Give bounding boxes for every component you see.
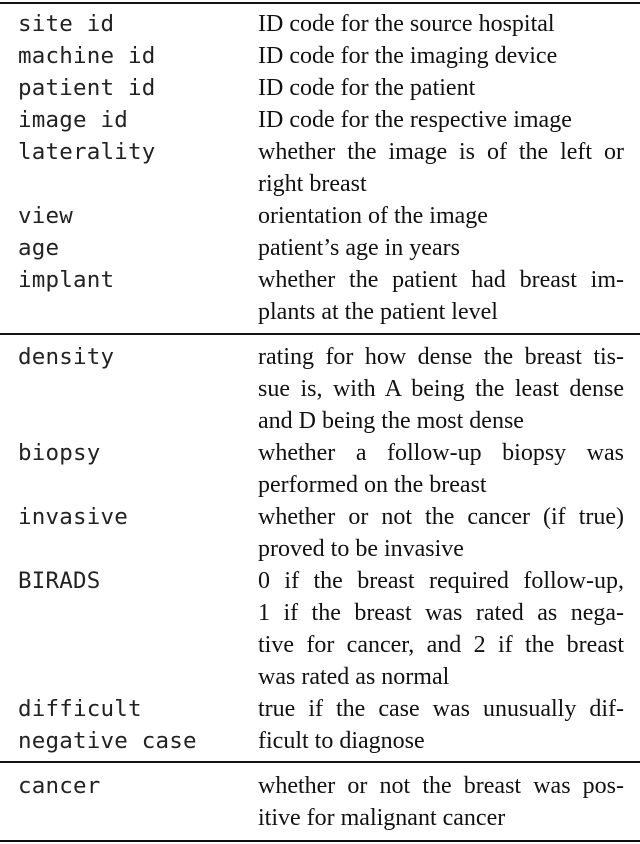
field-description — [258, 770, 624, 834]
field-name: difficult negative case — [18, 696, 197, 754]
description-line: ID code for the patient — [258, 75, 476, 101]
description-line: ID code for the source hospital — [258, 11, 555, 37]
description-line: orientation of the image — [258, 203, 488, 229]
field-name: implant — [18, 267, 115, 293]
field-description — [258, 501, 624, 565]
field-description — [258, 693, 624, 757]
description-line: rating for how dense the breast tis- — [258, 344, 624, 370]
description-line: performed on the breast — [258, 472, 487, 498]
field-description — [258, 232, 624, 264]
field-name: age — [18, 235, 60, 261]
description-line: whether the patient had breast im- — [258, 267, 624, 293]
field-name: machine id — [18, 43, 156, 69]
field-name: image id — [18, 107, 128, 133]
table-rule — [0, 840, 640, 842]
description-line: whether or not the breast was pos- — [258, 773, 624, 799]
field-description — [258, 264, 624, 328]
description-line: itive for malignant cancer — [258, 805, 506, 831]
description-line: sue is, with A being the least dense — [258, 376, 624, 402]
description-line: right breast — [258, 171, 367, 197]
field-description — [258, 565, 624, 693]
field-name: patient id — [18, 75, 156, 101]
table-rule — [0, 2, 640, 4]
field-name: cancer — [18, 773, 101, 799]
field-description — [258, 437, 624, 501]
field-name: site id — [18, 11, 115, 37]
field-description — [258, 104, 624, 136]
description-line: patient’s age in years — [258, 235, 460, 261]
field-description — [258, 136, 624, 200]
description-line: 0 if the breast required follow-up, — [258, 568, 624, 594]
field-description — [258, 40, 624, 72]
description-line: whether or not the cancer (if true) — [258, 504, 624, 530]
field-description — [258, 72, 624, 104]
field-name: view — [18, 203, 73, 229]
field-name: laterality — [18, 139, 156, 165]
field-name: invasive — [18, 504, 128, 530]
field-name: BIRADS — [18, 568, 101, 594]
field-description — [258, 8, 624, 40]
description-line: ID code for the respective image — [258, 107, 572, 133]
table-rule — [0, 761, 640, 763]
field-description — [258, 341, 624, 437]
description-line: plants at the patient level — [258, 299, 498, 325]
description-line: tive for cancer, and 2 if the breast — [258, 632, 624, 658]
field-name: biopsy — [18, 440, 101, 466]
description-line: whether the image is of the left or — [258, 139, 624, 165]
description-line: true if the case was unusually dif- — [258, 696, 624, 722]
description-line: and D being the most dense — [258, 408, 524, 434]
field-name: density — [18, 344, 115, 370]
field-description — [258, 200, 624, 232]
description-line: ficult to diagnose — [258, 728, 425, 754]
description-line: was rated as normal — [258, 664, 450, 690]
description-line: whether a follow-up biopsy was — [258, 440, 624, 466]
description-line: 1 if the breast was rated as nega- — [258, 600, 624, 626]
table-rule — [0, 333, 640, 335]
description-line: proved to be invasive — [258, 536, 464, 562]
description-line: ID code for the imaging device — [258, 43, 558, 69]
